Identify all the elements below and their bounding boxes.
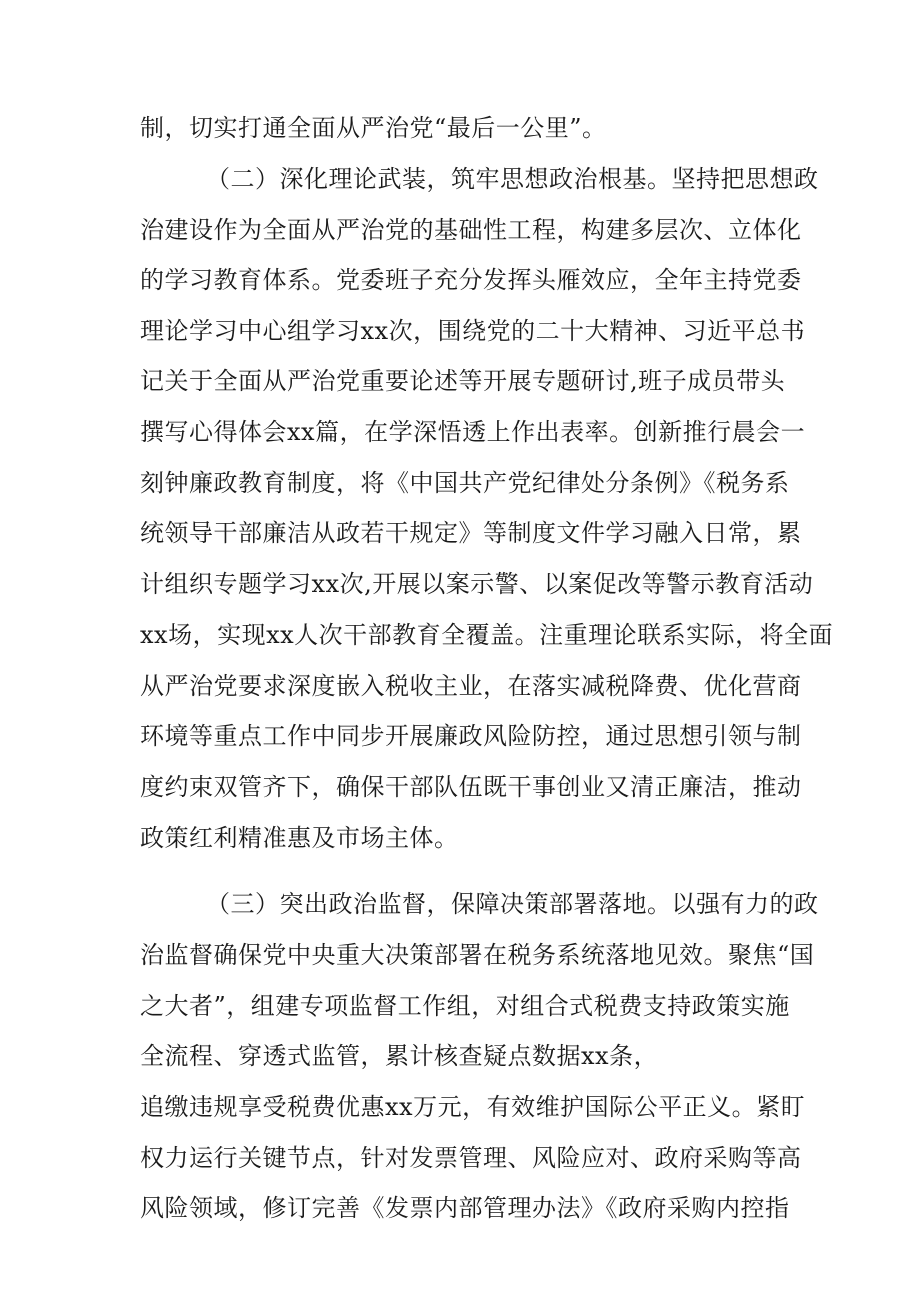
paragraph-line: 治监督确保党中央重大决策部署在税务系统落地见效。聚焦“国 <box>140 941 815 969</box>
paragraph-line: 撰写心得体会xx篇，在学深悟透上作出表率。创新推行晨会一 <box>140 418 806 446</box>
paragraph-line: 追缴违规享受税费优惠xx万元，有效维护国际公平正义。紧盯 <box>140 1093 806 1121</box>
paragraph-line: 刻钟廉政教育制度，将《中国共产党纪律处分条例》《税务系 <box>140 469 790 497</box>
paragraph-line: 权力运行关键节点，针对发票管理、风险应对、政府采购等高 <box>140 1144 802 1172</box>
paragraph-line: 政策红利精准惠及市场主体。 <box>140 824 459 852</box>
paragraph-line: 治建设作为全面从严治党的基础性工程，构建多层次、立体化 <box>140 216 802 244</box>
paragraph-line: 从严治党要求深度嵌入税收主业，在落实减税降费、优化营商 <box>140 672 802 700</box>
paragraph-line: 的学习教育体系。党委班子充分发挥头雁效应，全年主持党委 <box>140 266 802 294</box>
paragraph-line: 环境等重点工作中同步开展廉政风险防控，通过思想引领与制 <box>140 722 802 750</box>
paragraph-line: 记关于全面从严治党重要论述等开展专题研讨,班子成员带头 <box>140 367 786 395</box>
paragraph-line: 计组织专题学习xx次,开展以案示警、以案促改等警示教育活动 <box>140 570 814 598</box>
paragraph-line: 风险领域，修订完善《发票内部管理办法》《政府采购内控指 <box>140 1194 790 1222</box>
paragraph-line: 理论学习中心组学习xx次，围绕党的二十大精神、习近平总书 <box>140 317 806 345</box>
section-heading-line: （二）深化理论武装，筑牢思想政治根基。坚持把思想政 <box>206 165 819 193</box>
paragraph-line: xx场，实现xx人次干部教育全覆盖。注重理论联系实际，将全面 <box>140 621 834 649</box>
paragraph-line: 之大者”，组建专项监督工作组，对组合式税费支持政策实施 <box>140 992 790 1020</box>
paragraph-line: 制，切实打通全面从严治党“最后一公里”。 <box>140 114 607 142</box>
paragraph-line: 统领导干部廉洁从政若干规定》等制度文件学习融入日常，累 <box>140 519 802 547</box>
paragraph-line: 度约束双管齐下，确保干部队伍既干事创业又清正廉洁，推动 <box>140 773 802 801</box>
paragraph-line: 全流程、穿透式监管，累计核查疑点数据xx条， <box>140 1042 659 1070</box>
section-heading-line: （三）突出政治监督，保障决策部署落地。以强有力的政 <box>206 890 819 918</box>
